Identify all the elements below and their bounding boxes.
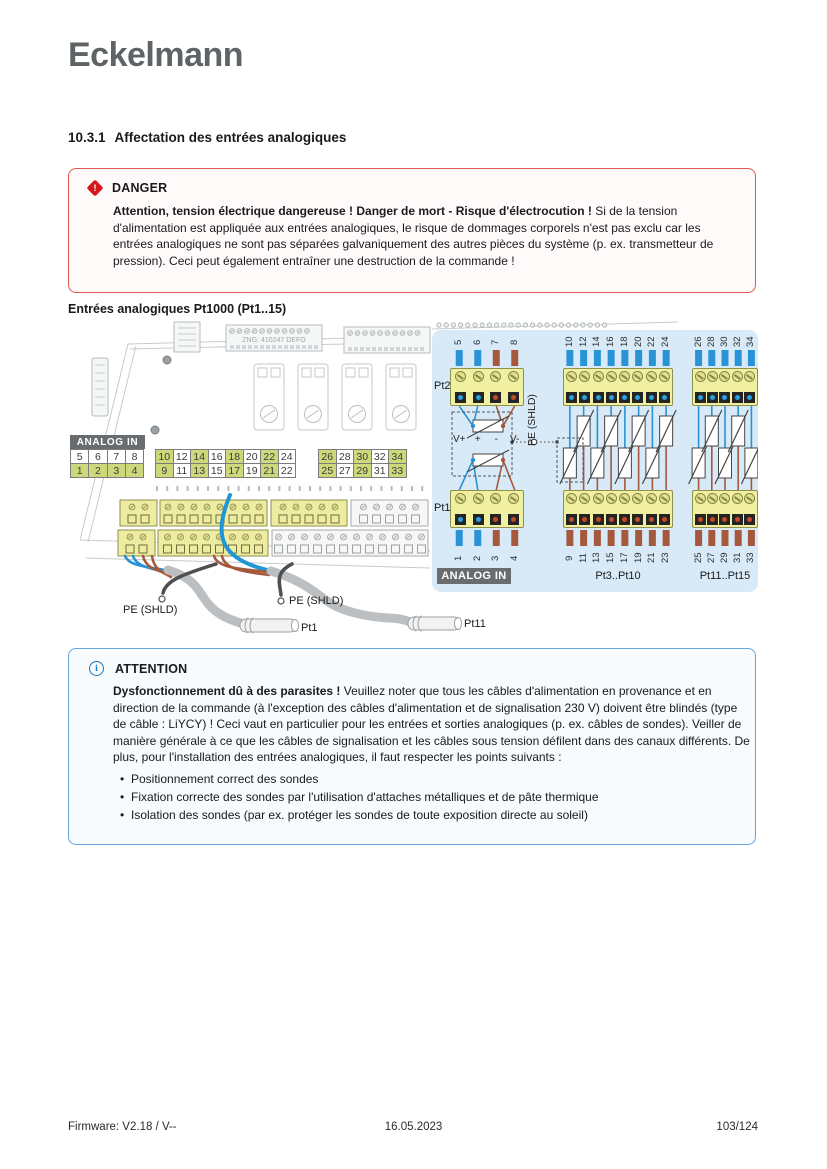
attention-bullet: • Fixation correcte des sondes par l'utilisation d'attaches métalliques et de pâte thermique <box>117 789 753 806</box>
pin-number: 20 <box>632 336 644 348</box>
analog-in-label: ANALOG IN <box>70 435 145 449</box>
pt3-pt10-label: Pt3..Pt10 <box>595 570 641 582</box>
analog-map-row <box>70 449 144 464</box>
analog-map-cell: 11 <box>173 463 192 478</box>
clamp-contact-icon <box>490 392 501 403</box>
analog-map-cell: 22 <box>278 463 297 478</box>
pin-number: 28 <box>705 336 717 348</box>
clamp-contact-icon <box>695 514 706 525</box>
clamp-contact-icon <box>659 392 670 403</box>
pin-number: 16 <box>605 336 617 348</box>
screw-terminal-icon <box>508 493 519 504</box>
clamp-contact-icon <box>606 514 617 525</box>
pin-number: 19 <box>632 552 644 564</box>
clamp-contact-icon <box>619 392 630 403</box>
screw-terminal-icon <box>490 371 501 382</box>
clamp-contact-icon <box>707 392 718 403</box>
screw-terminal-icon <box>659 493 670 504</box>
danger-body: Si de la tension d'alimentation est appliquée aux entrées analogiques, le risque de dommages corporels n'est pas exclu car les entrées analogiques ne sont pas séparées galvaniquement des autres pièces du système (p. ex. transmetteur de pression). Ceci peut également entraîner une destruction de la commande ! <box>113 204 714 268</box>
pin-number: 24 <box>660 336 672 348</box>
clamp-contact-icon <box>646 392 657 403</box>
analog-map-row <box>155 463 296 478</box>
clamp-contact-icon <box>732 514 743 525</box>
pin-number: 30 <box>719 336 730 348</box>
analog-map-cell: 9 <box>155 463 174 478</box>
clamp-contact-icon <box>659 514 670 525</box>
analog-map-cell: 6 <box>88 449 107 464</box>
analog-map-cell: 2 <box>88 463 107 478</box>
analog-map-group <box>318 449 407 478</box>
analog-map-group <box>155 449 296 478</box>
pin-number: 6 <box>471 339 483 345</box>
pin-number: 1 <box>453 555 465 561</box>
pin-number: 18 <box>618 336 630 348</box>
clamp-contact-icon <box>632 392 643 403</box>
analog-in-label: ANALOG IN <box>437 568 511 584</box>
sensor-terminal-label: V- <box>510 434 520 445</box>
analog-map-cell: 30 <box>353 449 372 464</box>
footer-firmware: Firmware: V2.18 / V-- <box>68 1121 177 1133</box>
clamp-contact-icon <box>579 514 590 525</box>
analog-map-group <box>70 449 144 478</box>
analog-map-cell: 32 <box>371 449 390 464</box>
terminal-block <box>450 368 524 406</box>
pcb-marking: ZNG: 410247 DEFO <box>242 337 306 344</box>
pin-number: 11 <box>577 553 589 563</box>
analog-map-cell: 3 <box>107 463 126 478</box>
clamp-contact-icon <box>579 392 590 403</box>
screw-terminal-icon <box>744 493 755 504</box>
pe-shld-label-right: PE (SHLD) <box>289 595 344 607</box>
clamp-contact-icon <box>606 392 617 403</box>
screw-terminal-icon <box>707 493 718 504</box>
screw-terminal-icon <box>473 493 484 504</box>
screw-terminal-icon <box>566 493 577 504</box>
analog-map-cell: 25 <box>318 463 337 478</box>
pe-shld-vertical-label: PE (SHLD) <box>526 394 538 446</box>
attention-body: Veuillez noter que tous les câbles d'alimentation en provenance et en direction de la commande (à l'exception des câbles d'alimentation et de signalisation 230 V) doivent être blindés (type de câble : LiYCY) ! Ceci vaut en particulier pour les entrées et sorties analogiques (p. ex. câbles de sondes). Veiller de manière générale à ce que les câbles de signalisation et les câbles sous tension défilent dans des canaux différents. De plus, pour l'installation des entrées analogiques, il faut respecter les points suivants : <box>113 684 750 764</box>
pin-number: 15 <box>605 552 617 564</box>
analog-map-cell: 17 <box>225 463 244 478</box>
clamp-contact-icon <box>455 392 466 403</box>
danger-box-header <box>89 181 167 195</box>
attention-bullet-list <box>117 771 753 824</box>
wiring-panel <box>432 330 758 592</box>
pin-number: 32 <box>732 336 744 348</box>
pin-number: 13 <box>591 552 603 564</box>
info-icon: i <box>89 661 104 676</box>
attention-text <box>113 683 753 825</box>
pt11-cable-label: Pt11 <box>464 618 486 630</box>
analog-map-cell: 10 <box>155 449 174 464</box>
clamp-contact-icon <box>508 514 519 525</box>
analog-map-cell: 5 <box>70 449 89 464</box>
screw-terminal-icon <box>695 493 706 504</box>
clamp-contact-icon <box>508 392 519 403</box>
clamp-contact-icon <box>593 392 604 403</box>
clamp-contact-icon <box>719 392 730 403</box>
screw-terminal-icon <box>579 493 590 504</box>
analog-map-cell: 4 <box>125 463 144 478</box>
analog-map-cell: 21 <box>260 463 279 478</box>
sensor-terminal-label: + <box>474 434 481 445</box>
pin-number: 26 <box>692 336 704 348</box>
section-heading <box>68 130 346 145</box>
analog-map-cell: 20 <box>243 449 262 464</box>
screw-terminal-icon <box>744 371 755 382</box>
pin-number: 21 <box>646 552 658 564</box>
attention-title: ATTENTION <box>115 661 188 676</box>
terminal-block <box>563 368 673 406</box>
pin-number: 29 <box>719 552 730 564</box>
cable-end-pt11 <box>408 616 462 631</box>
terminal-block <box>692 490 758 528</box>
clamp-contact-icon <box>566 514 577 525</box>
screw-terminal-icon <box>579 371 590 382</box>
screw-terminal-icon <box>619 371 630 382</box>
analog-map-cell: 29 <box>353 463 372 478</box>
analog-map-row <box>318 463 407 478</box>
analog-map-cell: 27 <box>336 463 355 478</box>
pin-number: 12 <box>577 336 589 348</box>
screw-terminal-icon <box>659 371 670 382</box>
clamp-contact-icon <box>744 514 755 525</box>
analog-map-cell: 8 <box>125 449 144 464</box>
danger-icon: ! <box>87 180 104 197</box>
analog-map-cell: 34 <box>388 449 407 464</box>
eckelmann-logo: Eckelmann <box>68 36 244 74</box>
clamp-contact-icon <box>619 514 630 525</box>
clamp-contact-icon <box>473 514 484 525</box>
pin-number: 7 <box>490 339 502 345</box>
clamp-contact-icon <box>593 514 604 525</box>
danger-text <box>113 203 741 269</box>
clamp-contact-icon <box>695 392 706 403</box>
screw-terminal-icon <box>606 371 617 382</box>
pin-number: 34 <box>745 336 757 348</box>
analog-map-cell: 31 <box>371 463 390 478</box>
pin-number: 17 <box>618 552 630 564</box>
pin-number: 3 <box>490 555 502 561</box>
clamp-contact-icon <box>732 392 743 403</box>
screw-terminal-icon <box>719 493 730 504</box>
terminal-block <box>692 368 758 406</box>
terminal-block <box>450 490 524 528</box>
attention-lead: Dysfonctionnement dû à des parasites ! <box>113 684 341 698</box>
attention-bullet: • Positionnement correct des sondes <box>117 771 753 788</box>
attention-box <box>68 648 756 845</box>
section-heading-text: Affectation des entrées analogiques <box>114 130 347 145</box>
screw-terminal-icon <box>606 493 617 504</box>
analog-map-row <box>155 449 296 464</box>
clamp-contact-icon <box>490 514 501 525</box>
sensor-terminal-label: V+ <box>452 434 466 445</box>
analog-map-cell: 12 <box>173 449 192 464</box>
pt1-cable-label: Pt1 <box>301 622 318 634</box>
pt11-pt15-label: Pt11..Pt15 <box>699 570 751 582</box>
pin-number: 14 <box>591 336 603 348</box>
clamp-contact-icon <box>455 514 466 525</box>
pin-number: 27 <box>705 552 717 564</box>
analog-map-cell: 24 <box>278 449 297 464</box>
danger-lead: Attention, tension électrique dangereuse ! Danger de mort - Risque d'électrocution ! <box>113 204 592 218</box>
analog-inputs-diagram <box>68 318 760 648</box>
screw-terminal-icon <box>719 371 730 382</box>
footer-date: 16.05.2023 <box>384 1121 443 1133</box>
screw-terminal-icon <box>508 371 519 382</box>
screw-terminal-icon <box>619 493 630 504</box>
analog-map-cell: 19 <box>243 463 262 478</box>
pin-number: 33 <box>745 552 757 564</box>
pin-number: 4 <box>508 555 520 561</box>
analog-map-cell: 28 <box>336 449 355 464</box>
clamp-contact-icon <box>473 392 484 403</box>
pt2-label: Pt2 <box>434 380 451 392</box>
analog-map-row <box>70 463 144 478</box>
attention-box-header <box>89 661 187 676</box>
analog-map-cell: 13 <box>190 463 209 478</box>
screw-terminal-icon <box>473 371 484 382</box>
pin-number: 31 <box>732 552 744 564</box>
analog-map-cell: 15 <box>208 463 227 478</box>
sensor-terminal-label: - <box>494 434 498 445</box>
screw-terminal-icon <box>707 371 718 382</box>
analog-map-cell: 14 <box>190 449 209 464</box>
analog-map-cell: 33 <box>388 463 407 478</box>
analog-map-cell: 22 <box>260 449 279 464</box>
screw-terminal-icon <box>566 371 577 382</box>
analog-map-cell: 16 <box>208 449 227 464</box>
screw-terminal-icon <box>732 493 743 504</box>
pin-number: 10 <box>563 336 575 348</box>
screw-terminal-icon <box>593 493 604 504</box>
pe-shld-label-left: PE (SHLD) <box>123 604 178 616</box>
footer-page-number: 103/124 <box>716 1121 758 1133</box>
pin-number: 2 <box>471 555 483 561</box>
screw-terminal-icon <box>593 371 604 382</box>
screw-terminal-icon <box>632 493 643 504</box>
pin-number: 23 <box>660 552 672 564</box>
screw-terminal-icon <box>695 371 706 382</box>
clamp-contact-icon <box>719 514 730 525</box>
clamp-contact-icon <box>707 514 718 525</box>
screw-terminal-icon <box>455 371 466 382</box>
pin-number: 22 <box>646 336 658 348</box>
clamp-contact-icon <box>566 392 577 403</box>
cable-end-pt1 <box>240 618 299 633</box>
attention-bullet: • Isolation des sondes (par ex. protéger les sondes de toute exposition directe au soleil) <box>117 807 753 824</box>
analog-map-cell: 7 <box>107 449 126 464</box>
analog-map-cell: 1 <box>70 463 89 478</box>
pin-number: 9 <box>563 555 575 561</box>
clamp-contact-icon <box>646 514 657 525</box>
screw-terminal-icon <box>732 371 743 382</box>
screw-terminal-icon <box>632 371 643 382</box>
terminal-block <box>563 490 673 528</box>
danger-title: DANGER <box>112 181 168 195</box>
pt1-label: Pt1 <box>434 502 451 514</box>
pin-number: 25 <box>692 552 704 564</box>
analog-map-cell: 26 <box>318 449 337 464</box>
screw-terminal-icon <box>455 493 466 504</box>
analog-map-cell: 18 <box>225 449 244 464</box>
section-number: 10.3.1 <box>68 130 106 145</box>
screw-terminal-icon <box>646 493 657 504</box>
pin-number: 8 <box>508 339 520 345</box>
figure-heading: Entrées analogiques Pt1000 (Pt1..15) <box>68 302 287 316</box>
pin-number: 5 <box>453 339 465 345</box>
danger-box <box>68 168 756 293</box>
analog-map-row <box>318 449 407 464</box>
screw-terminal-icon <box>490 493 501 504</box>
clamp-contact-icon <box>744 392 755 403</box>
screw-terminal-icon <box>646 371 657 382</box>
clamp-contact-icon <box>632 514 643 525</box>
